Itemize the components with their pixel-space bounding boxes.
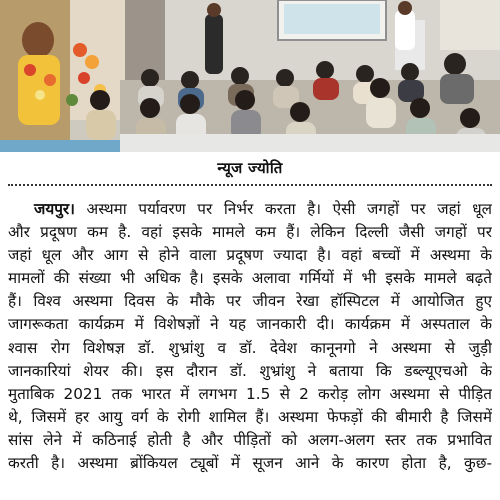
dotted-divider (8, 184, 492, 188)
article-line: थे, जिसमें हर आयु वर्ग के रोगी शामिल हैं। अस्थमा फेफड़ों की बीमारी है जिसमें (8, 407, 492, 426)
article-line: करती है। अस्थमा ब्रोंकियल ट्यूबों में सूजन आने के कारण होता है, कुछ- (8, 454, 492, 473)
article-line: मामलों की संख्या भी अधिक है। इसके अलावा गर्मियों में भी इसके मामले बढ़ते (8, 269, 492, 288)
article-line: हैं। विश्व अस्थमा दिवस के मौके पर जीवन रेखा हॉस्पिटल में आयोजित हुए (8, 292, 492, 311)
photo-credit: न्यूज ज्योति (217, 159, 283, 177)
article-line (8, 198, 492, 221)
article-line: जहां धूल और आग से होने वाला प्रदूषण ज्यादा है। वहां बच्चों में अस्थमा के (8, 246, 492, 265)
event-photo-illustration (0, 0, 500, 152)
dateline: जयपुर। (34, 200, 75, 218)
article-line: और प्रदूषण कम है. वहां इसके मामले कम हैं। लेकिन दिल्ली जैसी जगहों पर (8, 223, 492, 242)
article-line: जानकारियां शेयर की। इस दौरान डॉ. शुभ्रांशु ने बताया कि डब्ल्यूएचओ के (8, 361, 492, 380)
article-line: मुताबिक 2021 तक भारत में लगभग 1.5 से 2 करोड़ लोग अस्थमा से पीड़ित (8, 384, 492, 403)
article-body (8, 198, 492, 475)
article-line: सांस लेने में कठिनाई होती है और पीड़ितों को अलग-अलग स्तर तक प्रभावित (8, 430, 492, 449)
credit-bar (0, 152, 500, 184)
event-photo (0, 0, 500, 152)
article-line: जागरूकता कार्यक्रम में विशेषज्ञों ने यह जानकारी दी। कार्यक्रम में अस्पताल के (8, 315, 492, 334)
article-line-text: अस्थमा पर्यावरण पर निर्भर करता है। ऐसी जगहों पर जहां धूल (74, 200, 492, 218)
article-line: श्वास रोग विशेषज्ञ डॉ. शुभ्रांशु व डॉ. देवेश कानूनगो ने अस्थमा से जुड़ी (8, 338, 492, 357)
